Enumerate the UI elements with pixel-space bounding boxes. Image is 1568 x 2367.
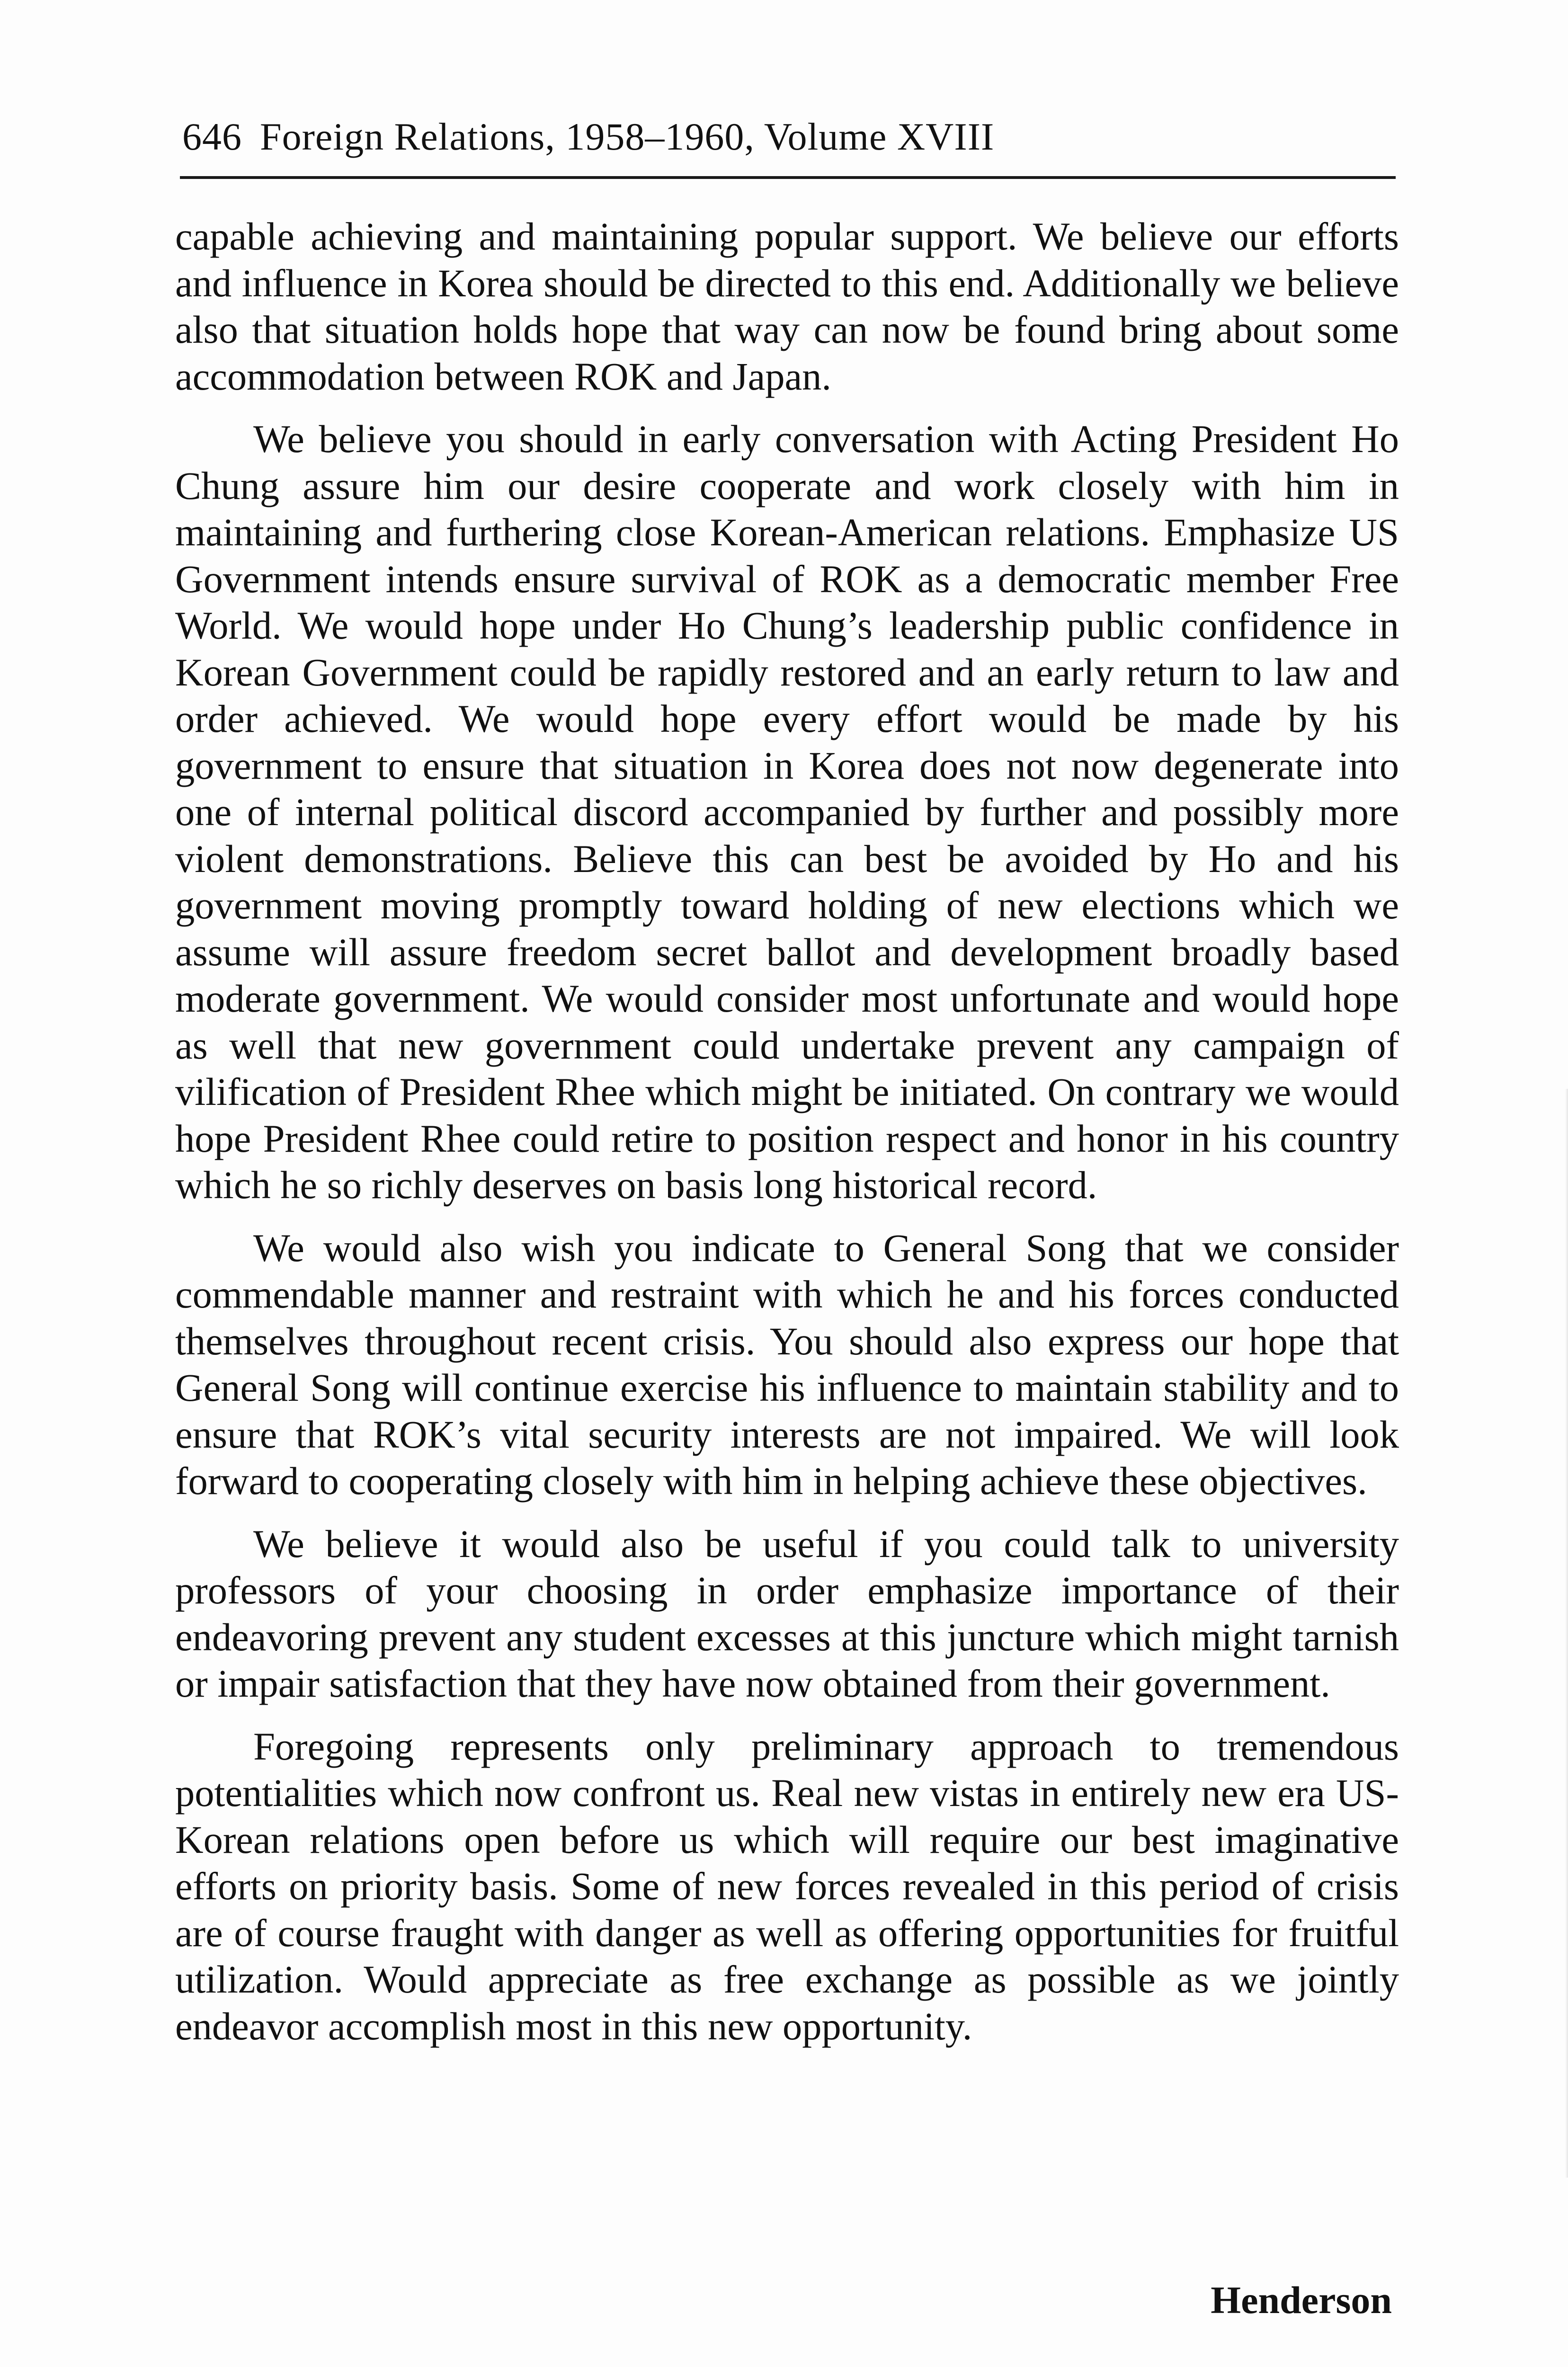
scan-edge-shadow — [1565, 1089, 1568, 2178]
running-head — [182, 117, 1392, 156]
page-number: 646 — [182, 115, 242, 158]
body-text — [175, 213, 1399, 2065]
book-title: Foreign Relations, 1958–1960, Volume XVIII — [260, 115, 995, 158]
header-rule — [180, 176, 1396, 179]
paragraph-5: Foregoing represents only preliminary approach to tremendous potentialities which now confront us. Real new vistas in entirely new era US-Korean relations open before us which will require our best imaginative efforts on priority basis. Some of new forces revealed in this period of crisis are of course fraught with danger as well as offering opportunities for fruitful utilization. Would appreciate as free exchange as possible as we jointly endeavor accomplish most in this new opportunity. — [175, 1724, 1399, 2048]
paragraph-3: We would also wish you indicate to General Song that we consider commendable manner and restraint with which he and his forces conducted themselves throughout recent crisis. You should also express our hope that General Song will continue exercise his influence to maintain stability and to ensure that ROK’s vital security interests are not impaired. We will look forward to cooperating closely with him in helping achieve these objectives. — [175, 1226, 1399, 1503]
paragraph-1: capable achieving and maintaining popular support. We believe our efforts and influence in Korea should be directed to this end. Additionally we believe also that situation holds hope that way can now be found bring about some accommodation between ROK and Japan. — [175, 214, 1399, 398]
signature: Henderson — [1211, 2278, 1392, 2322]
paragraph-2: We believe you should in early conversation with Acting President Ho Chung assure him our desire cooperate and work closely with him in maintaining and furthering close Korean-American relations. Emphasize US Government intends ensure survival of ROK as a democratic member Free World. We would hope under Ho Chung’s leadership public confidence in Korean Government could be rapidly restored and an early return to law and order achieved. We would hope every effort would be made by his government to ensure that situation in Korea does not now degenerate into one of internal political discord accompanied by further and possibly more violent demonstrations. Believe this can best be avoided by Ho and his government moving promptly toward holding of new elections which we assume will assure freedom secret ballot and development broadly based moderate government. We would consider most unfortunate and would hope as well that new government could undertake prevent any campaign of vilification of President Rhee which might be initiated. On contrary we would hope President Rhee could retire to position respect and honor in his country which he so richly deserves on basis long historical record. — [175, 417, 1399, 1207]
paragraph-4: We believe it would also be useful if you could talk to university professors of your choosing in order emphasize importance of their endeavoring prevent any student excesses at this juncture which might tarnish or impair satisfaction that they have now obtained from their government. — [175, 1522, 1399, 1705]
